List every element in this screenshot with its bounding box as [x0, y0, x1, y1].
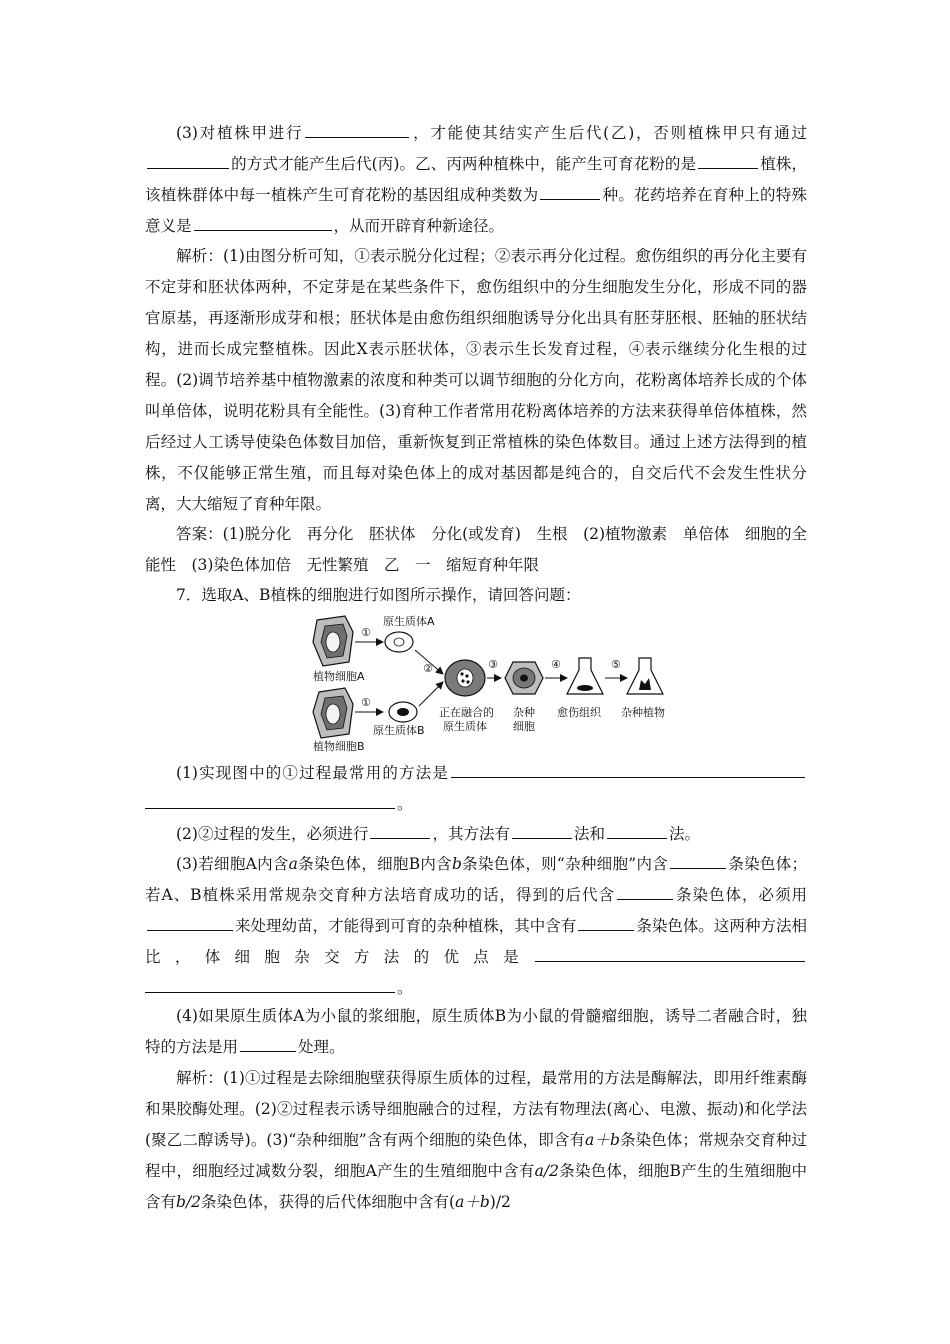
label-protoplast-b: 原生质体B [373, 724, 425, 737]
answer-blank[interactable] [540, 183, 600, 200]
plant-cell-a [313, 616, 353, 666]
answer-blank[interactable] [670, 852, 726, 869]
label-step1-a: ① [361, 626, 371, 639]
hybrid-cell [505, 662, 543, 694]
answer-blank[interactable] [145, 976, 395, 993]
answer-blank[interactable] [370, 822, 430, 839]
label-cell-a: 植物细胞A [313, 670, 365, 683]
fusing-protoplasts [445, 660, 485, 696]
label-step1-b: ① [361, 696, 371, 709]
protoplast-a [385, 632, 413, 652]
answer-blank[interactable] [578, 914, 634, 931]
answer-blank[interactable] [147, 914, 233, 931]
q7-part4: (4)如果原生质体A为小鼠的浆细胞，原生质体B为小鼠的骨髓瘤细胞，诱导二者融合时，独特的方法是用 处理。 [145, 1007, 807, 1056]
answer-blank[interactable] [451, 761, 805, 778]
callus-flask [567, 658, 603, 694]
answer-blank[interactable] [617, 883, 673, 900]
q7-stem: 7．选取A、B植株的细胞进行如图所示操作，请回答问题： [176, 586, 581, 604]
answer-blank[interactable] [145, 792, 395, 809]
q6-part3: (3)对植株甲进行 ，才能使其结实产生后代(乙)，否则植株甲只有通过的方式才能产生后代(丙)。乙、丙两种植株中，能产生可育花粉的是 植株，该植株群体中每一植株产生可育花粉的基因组成种类数为 种。花药培养在育种上的特殊意义是 ，从而开辟育种新途径。 [145, 118, 807, 242]
label-fusing-1: 正在融合的 [439, 706, 494, 719]
label-cell-b: 植物细胞B [313, 740, 365, 752]
label-hybrid-2: 细胞 [513, 720, 535, 733]
plant-cell-b [313, 688, 353, 738]
analysis-q7: 解析：(1)①过程是去除细胞壁获得原生质体的过程，最常用的方法是酶解法，即用纤维素酶和果胶酶处理。(2)②过程表示诱导细胞融合的过程，方法有物理法(离心、电激、振动)和化学法(聚乙二醇诱导)。(3)“杂种细胞”含有两个细胞的染色体，即含有a＋b条染色体；常规杂交育种过程中，细胞经过减数分裂，细胞A产生的生殖细胞中含有a/2条染色体，细胞B产生的生殖细胞中含有b/2条染色体，获得的后代体细胞中含有(a＋b)/2 [145, 1069, 807, 1211]
label-protoplast-a: 原生质体A [383, 615, 435, 628]
answer-blank[interactable] [512, 822, 572, 839]
protoplast-b [389, 702, 417, 722]
label-hybrid-1: 杂种 [513, 706, 535, 719]
q7-part1: (1)实现图中的①过程最常用的方法是。 [145, 758, 807, 820]
answer-blank[interactable] [698, 152, 758, 169]
cell-fusion-diagram [305, 612, 695, 752]
label-fusing-2: 原生质体 [443, 720, 487, 733]
label-step2: ② [423, 662, 433, 675]
label-callus: 愈伤组织 [557, 706, 601, 719]
answer-blank[interactable] [535, 945, 805, 962]
answer-blank[interactable] [607, 822, 667, 839]
hybrid-plant-flask [627, 658, 663, 694]
answer-q6: 答案：(1)脱分化 再分化 胚状体 分化(或发育) 生根 (2)植物激素 单倍体 细胞的全能性 (3)染色体加倍 无性繁殖 乙 一 缩短育种年限 [145, 525, 807, 574]
arrow-step2-b [419, 682, 443, 706]
answer-blank[interactable] [147, 152, 229, 169]
q7-part2: (2)②过程的发生，必须进行 ，其方法有 法和 法。 [145, 819, 807, 850]
label-hybrid-plant: 杂种植物 [621, 706, 665, 719]
answer-blank[interactable] [305, 121, 409, 138]
label-step3: ③ [488, 658, 498, 671]
q7-part3: (3)若细胞A内含a条染色体，细胞B内含b条染色体，则“杂种细胞”内含 条染色体；若A、B植株采用常规杂交育种方法培育成功的话，得到的后代含 条染色体，必须用来处理幼苗，才能得到可育的杂种植株，其中含有 条染色体。这两种方法相比，体细胞杂交方法的优点是。 [145, 849, 807, 1004]
answer-blank[interactable] [194, 214, 332, 231]
answer-blank[interactable] [240, 1035, 296, 1052]
analysis-q6: 解析：(1)由图分析可知，①表示脱分化过程；②表示再分化过程。愈伤组织的再分化主要有不定芽和胚状体两种，不定芽是在某些条件下，愈伤组织中的分生细胞发生分化，形成不同的器官原基，再逐渐形成芽和根；胚状体是由愈伤组织细胞诱导分化出具有胚芽胚根、胚轴的胚状结构，进而长成完整植株。因此X表示胚状体，③表示生长发育过程，④表示继续分化生根的过程。(2)调节培养基中植物激素的浓度和种类可以调节细胞的分化方向，花粉离体培养长成的个体叫单倍体，说明花粉具有全能性。(3)育种工作者常用花粉离体培养的方法来获得单倍体植株，然后经过人工诱导使染色体数目加倍，重新恢复到正常植株的染色体数目。通过上述方法得到的植株，不仅能够正常生殖，而且每对染色体上的成对基因都是纯合的，自交后代不会发生性状分离，大大缩短了育种年限。 [145, 247, 807, 513]
label-step4: ④ [551, 658, 561, 671]
label-step5: ⑤ [611, 658, 621, 671]
